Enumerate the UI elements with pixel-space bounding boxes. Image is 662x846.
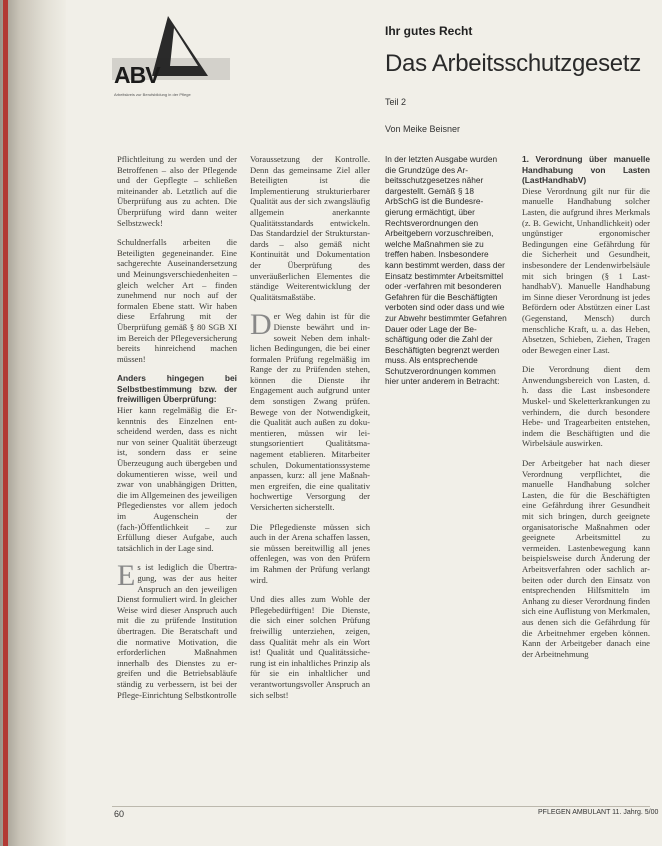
paragraph-with-initial [117, 559, 237, 700]
text-column-2 [250, 154, 370, 709]
intro-column [385, 154, 507, 396]
subheading: 1. Verordnung über manuelle Handhabung von Lasten (LastHandhabV) [522, 154, 650, 186]
paragraph: Pflichtleitung zu werden und der Betroffenen – also der Pflegende und der Gepflegte – schließen miteinander ab. Letztlich auf die Überprüfung aus zu achten. Die Überprüfung wird dann weiter Selbstzweck! [117, 154, 237, 228]
page-number: 60 [114, 809, 125, 819]
paragraph: Voraussetzung der Kontrolle. Denn das gemeinsame Ziel aller Beteiligten ist die Implementierung strukturierbarer Qualität aus der sich zwangsläufig allgemein anerkannte Qualitätsstandards entwickeln. Das Standardziel der Strukturstandards – also gemäß nicht Kontinuität und Dokumentation der Überprüfung des unveräußerlichen Elementes die ständige Weiterentwicklung der Qualitätsmaßstäbe. [250, 154, 370, 302]
paragraph: Und dies alles zum Wohle der Pflegebedürftigen! Die Dienste, die sich einer solchen Prüfung freiwillig unterziehen, zeigen, dass Qualität mehr als ein Wort ist! Qualität und Qualitätssicherung ist ein inhaltliches Prinzip als für sie ein inhaltlicher und verantwortungsvoller Anspruch an sich selbst! [250, 594, 370, 700]
paragraph-text: er Weg dahin ist für die Dienste bewährt und insoweit Neben dem inhaltlichen Bedingungen, die bei einer formalen Prüfung regelmäßig im Range der zu Prüfenden stehen, können die Dienste ihr Engagement auch aufgrund unter dem sonstigen Zwang prüfen. Bewege von der Notwendigkeit, die Qualität auch außen zu dokumentieren, müssen wir leistungsorientiert Qualitätsmanagement etablieren. Mitarbeiter schulen, Dokumentationssysteme anpassen, kurz: all jene Maßnahmen ergreifen, die eine qualitativ hochwertige Versorgung der Versicherten sicherstellt. [250, 311, 370, 512]
subheading: Anders hingegen bei Selbstbestimmung bzw. der freiwilligen Überprüfung: [117, 373, 237, 405]
paragraph: Diese Verordnung gilt nur für die manuelle Handhabung solcher Lasten, die aufgrund ihres Merkmals (z. B. Gewicht, Unhandlichkeit) oder ungünstiger ergonomischer Bedingungen eine Gefährdung für die Sicherheit und Gesundheit, insbesondere der Lendenwirbelsäule mit sich bringen (§ 1 LasthandhabV). Manuelle Handhabung im Sinne dieser Verordnung ist jedes Befördern oder Abstützen einer Last (Gegenstand, Mensch) durch menschliche Kraft, u. a. das Heben, Absetzen, Schieben, Ziehen, Tragen oder Bewegen einer Last. [522, 185, 650, 355]
drop-cap: D [250, 308, 272, 342]
article-title: Das Arbeitsschutzgesetz [385, 50, 641, 77]
paragraph: Hier kann regelmäßig die Erkenntnis des Einzelnen entscheidend werden, dass es nicht nur von seiner Qualität überzeugt ist, sondern dass er seine Überzeugung auch übergeben und dokumentieren wisse, weil und zwar von unabhängigen Dritten, die im Allgemeinen des jeweiligen Pflegedienstes vor allem jedoch im Augenschein der (fach-)Öffentlichkeit – zur Erfüllung dieser Aufgabe, auch tatsächlich in der Lage sind. [117, 405, 237, 553]
spine-red-edge [3, 0, 8, 846]
paragraph: Schuldnerfalls arbeiten die Beteiligten gegeneinander. Eine sachgerechte Auseinandersetzung und Meinungsverschiedenheiten – gleich welcher Art – finden zunehmend nur noch auf der formalen Ebene statt. Wir haben diese Erfahrung mit der Überprüfung gemäß § 80 SGB XI im Bereich der Pflegeversicherung bereits hinreichend machen müssen! [117, 237, 237, 364]
paragraph: Die Verordnung dient dem Anwendungsbereich von Lasten, d. h. dass die Last insbesondere Muskel- und Skeletterkrankungen zu verhindern, die durch besondere Hebe- und Tragearbeiten entstehen, indem die Beschäftigten und die Wirbelsäule auswirken. [522, 364, 650, 449]
paragraph: Der Arbeitgeber hat nach dieser Verordnung verpflichtet, die manuelle Handhabung solcher Lasten, die für die Beschäftigten eine Gefährdung ihrer Gesundheit mit sich bringen, durch geeignete organisatorische Maßnahmen oder geeignete Arbeitsmittel zu vermeiden. Lastenbewegung kann beispielsweise durch Änderung der Arbeitsverfahren oder sachlich arbeiten oder durch den Einsatz von entsprechenden Hilfsmitteln im Anhang zu dieser Verordnung finden sich eine Auflistung von Merkmalen, aus denen sich die Gefährdung für die Arbeitnehmer ergeben können. Kann der Arbeitgeber danach eine der Arbeitnehmung [522, 458, 650, 659]
drop-cap: E [117, 559, 136, 593]
article-part: Teil 2 [385, 97, 407, 107]
logo-text: ABV [114, 62, 160, 88]
book-spine [0, 0, 66, 846]
text-column-4 [522, 154, 650, 668]
section-label: Ihr gutes Recht [385, 24, 473, 38]
text-column-1 [117, 154, 237, 709]
logo-subtitle: Arbeitskreis zur Berufsbildung in der Pflege [114, 92, 191, 97]
paragraph: Die Pflegedienste müssen sich auch in der Arena schaffen lassen, sie müssen bereitwillig all jenes offenlegen, was von den Prüfern im Rahmen der Prüfung verlangt wird. [250, 521, 370, 585]
paragraph-text: s ist lediglich die Übertragung, was der aus heiter Anspruch an den jeweiligen Dienst formuliert wird. In gleicher Weise wird dieser Anspruch auch mit die zu prüfende Institution übertragen. Die Beratschaft und die normative Motivation, die erforderlichen Maßnahmen innerhalb des Dienstes zu ergreifen und die Betriebsabläufe ständig zu verbessern, ist bei der Pflege-Einrichtung Selbstkontrolle [117, 562, 237, 700]
paragraph-with-initial [250, 308, 370, 512]
footer-divider [112, 806, 650, 807]
intro-paragraph: In der letzten Ausgabe wurden die Grundzüge des Arbeitsschutzgesetzes näher dargestellt. Gemäß § 18 ArbSchG ist die Bundesregierung ermächtigt, über Rechtsverordnungen den Arbeitgebern vorzuschreiben, welche Maßnahmen sie zu treffen haben. Insbesondere kann bestimmt werden, dass der Einsatz bestimmter Arbeitsmittel oder -verfahren mit besonderen Gefahren für die Beschäftigten verboten sind oder dass und wie zur Abwehr bestimmter Gefahren Dauer oder Lage der Beschäftigung oder die Zahl der Beschäftigten begrenzt werden muss. Als entsprechende Schutzverordnungen kommen hier unter anderem in Betracht: [385, 154, 507, 387]
publication-name: PFLEGEN AMBULANT 11. Jahrg. 5/00 [538, 809, 659, 816]
article-author: Von Meike Beisner [385, 124, 461, 134]
